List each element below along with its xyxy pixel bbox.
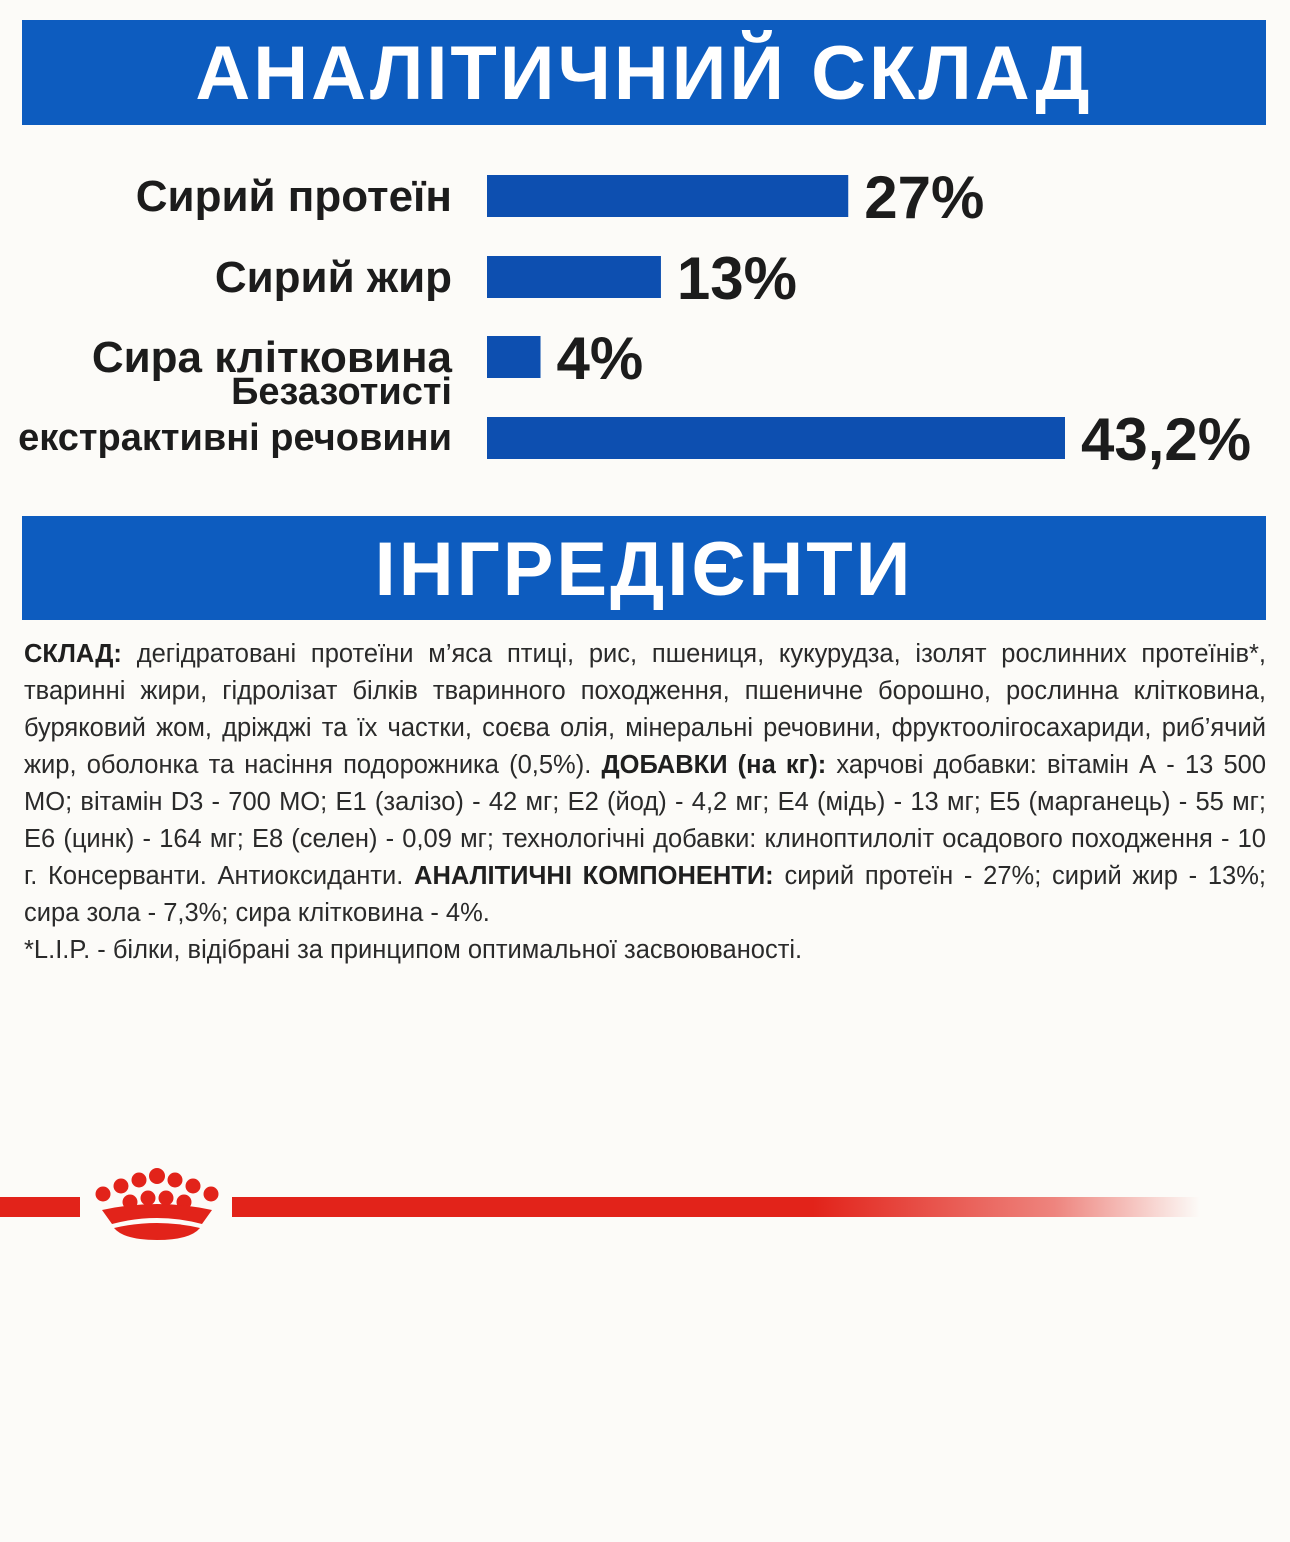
bar: [487, 256, 661, 298]
crown-logo-icon: [90, 1168, 224, 1240]
analytical-label: АНАЛІТИЧНІ КОМПОНЕНТИ:: [414, 862, 774, 890]
ingredients-banner: [22, 516, 1266, 620]
footnote: *L.I.P. - білки, відібрані за принципом оптимальної засвоюваності.: [24, 936, 803, 964]
footer-line-left: [0, 1197, 80, 1217]
ingredients-paragraph: [24, 636, 1266, 932]
category-label: Безазотисті: [231, 371, 452, 413]
footer-line-right: [232, 1197, 1200, 1217]
ingredients-title: ІНГРЕДІЄНТИ: [374, 527, 914, 612]
analytical-text: сирий протеїн - 27%; сирий жир - 13%; сира зола - 7,3%; сира клітковина - 4%.: [24, 862, 1266, 927]
value-label: 4%: [556, 325, 644, 392]
category-label: Сирий протеїн: [135, 172, 452, 221]
category-label: Сирий жир: [214, 253, 452, 302]
value-label: 43,2%: [1081, 406, 1252, 473]
bar: [487, 336, 541, 378]
additives-text: харчові добавки: вітамін А - 13 500 МО; вітамін D3 - 700 МО; Е1 (залізо) - 42 мг; Е2 (йод) - 4,2 мг; Е4 (мідь) - 13 мг; Е5 (марганець) - 55 мг; Е6 (цинк) - 164 мг; Е8 (селен) - 0,09 мг; технологічні добавки: клиноптилоліт осадового походження - 10 г. Консерванти. Антиоксиданти.: [24, 751, 1266, 890]
bar: [487, 417, 1065, 459]
analysis-title: АНАЛІТИЧНИЙ СКЛАД: [195, 31, 1093, 116]
value-label: 27%: [864, 164, 985, 231]
ingredients-text: [24, 636, 1266, 969]
composition-text: дегідратовані протеїни м’яса птиці, рис, пшениця, кукурудза, ізолят рослинних протеїнів*, тваринні жири, гідролізат білків тваринного походження, пшеничне борошно, рослинна клітковина, буряковий жом, дріжджі та їх частки, соєва олія, мінеральні речовини, фруктоолігосахариди, риб’ячий жир, оболонка та насіння подорожника (0,5%).: [24, 640, 1267, 779]
analysis-banner: [22, 20, 1266, 125]
analysis-bar-chart: [0, 140, 1290, 485]
bar: [487, 175, 848, 217]
composition-label: СКЛАД:: [24, 640, 122, 668]
category-label: Сира клітковина: [91, 333, 452, 382]
value-label: 13%: [676, 245, 798, 312]
additives-label: ДОБАВКИ (на кг):: [601, 751, 827, 779]
category-label: екстрактивні речовини: [18, 417, 452, 459]
